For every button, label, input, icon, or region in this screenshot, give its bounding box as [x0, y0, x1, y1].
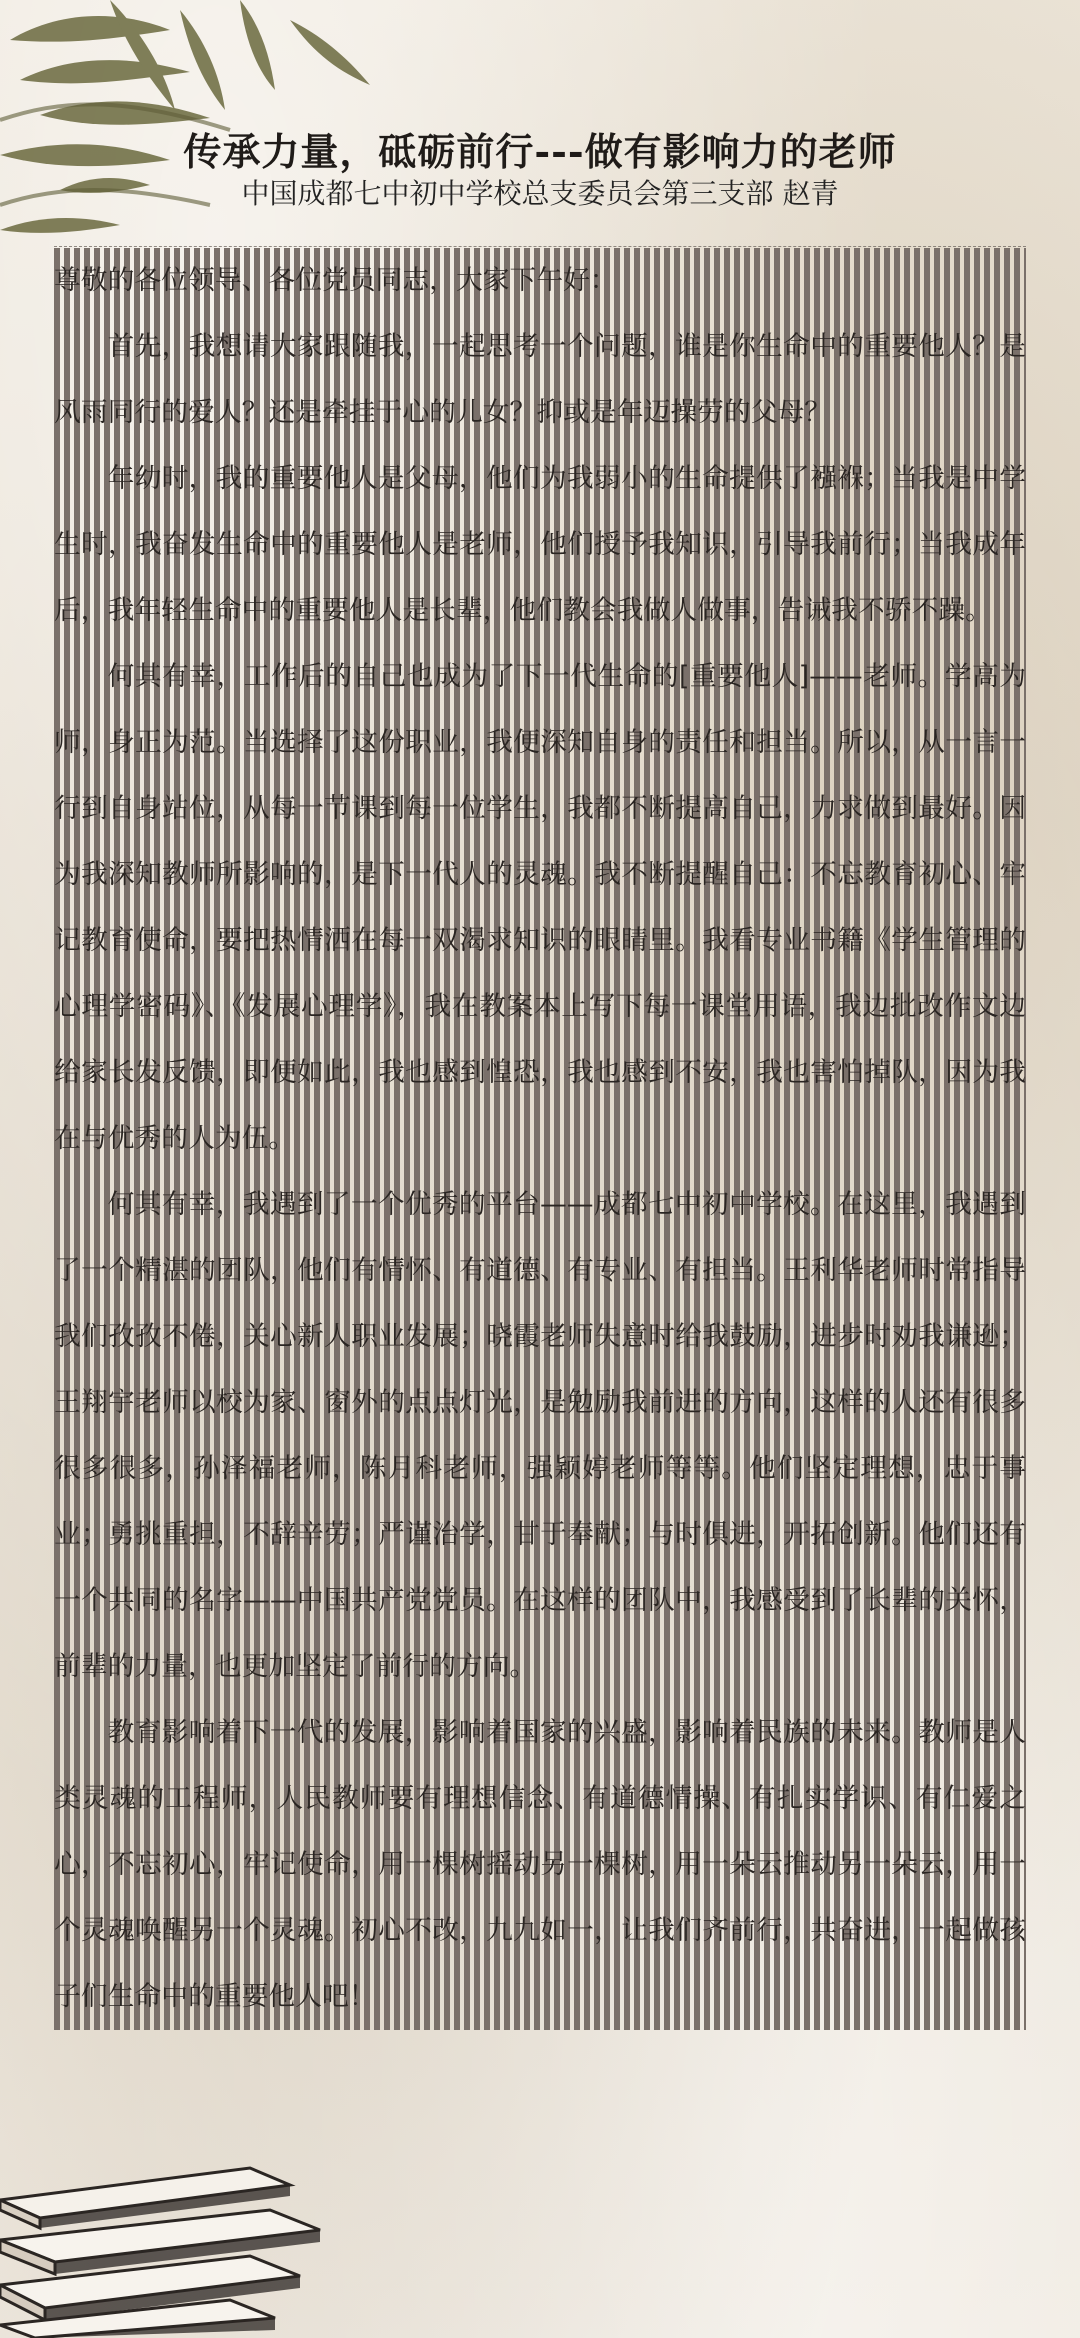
paragraph-2: 年幼时，我的重要他人是父母，他们为我弱小的生命提供了襁褓；当我是中学生时，我奋发生命中的重要他人是老师，他们授予我知识，引导我前行；当我成年后，我年轻生命中的重要他人是长辈，他们教会我做人做事，告诫我不骄不躁。 [54, 446, 1026, 644]
author-line: 中国成都七中初中学校总支委员会第三支部 赵青 [241, 177, 839, 210]
stacked-books-icon [0, 2130, 360, 2338]
paragraph-3: 何其有幸，工作后的自己也成为了下一代生命的[重要他人]——老师。学高为师，身正为范。当选择了这份职业，我便深知自身的责任和担当。所以，从一言一行到自身站位，从每一节课到每一位学生，我都不断提高自己，力求做到最好。因为我深知教师所影响的，是下一代人的灵魂。我不断提醒自己：不忘教育初心、牢记教育使命，要把热情洒在每一双渴求知识的眼睛里。我看专业书籍《学生管理的心理学密码》、《发展心理学》，我在教案本上写下每一课堂用语，我边批改作文边给家长发反馈，即便如此，我也感到惶恐，我也感到不安，我也害怕掉队，因为我在与优秀的人为伍。 [54, 644, 1026, 1172]
paragraph-1: 首先，我想请大家跟随我，一起思考一个问题，谁是你生命中的重要他人？是风雨同行的爱人？还是牵挂于心的儿女？抑或是年迈操劳的父母？ [54, 314, 1026, 446]
divider [54, 246, 1026, 247]
article-body [54, 248, 1026, 2030]
greeting: 尊敬的各位领导、各位党员同志，大家下午好： [54, 248, 1026, 314]
paragraph-4: 何其有幸，我遇到了一个优秀的平台——成都七中初中学校。在这里，我遇到了一个精湛的团队，他们有情怀、有道德、有专业、有担当。王利华老师时常指导我们孜孜不倦，关心新人职业发展；晓霞老师失意时给我鼓励，进步时劝我谦逊；王翔宇老师以校为家、窗外的点点灯光，是勉励我前进的方向，这样的人还有很多很多很多，孙泽福老师，陈月科老师，强颖婷老师等等。他们坚定理想，忠于事业；勇挑重担，不辞辛劳；严谨治学，甘于奉献；与时俱进，开拓创新。他们还有一个共同的名字——中国共产党党员。在这样的团队中，我感受到了长辈的关怀，前辈的力量，也更加坚定了前行的方向。 [54, 1172, 1026, 1700]
page-title: 传承力量，砥砺前行---做有影响力的老师 [183, 129, 897, 175]
paragraph-5: 教育影响着下一代的发展，影响着国家的兴盛，影响着民族的未来。教师是人类灵魂的工程师，人民教师要有理想信念、有道德情操、有扎实学识、有仁爱之心，不忘初心，牢记使命，用一棵树摇动另一棵树，用一朵云推动另一朵云，用一个灵魂唤醒另一个灵魂。初心不改，九九如一，让我们齐前行，共奋进，一起做孩子们生命中的重要他人吧！ [54, 1700, 1026, 2030]
